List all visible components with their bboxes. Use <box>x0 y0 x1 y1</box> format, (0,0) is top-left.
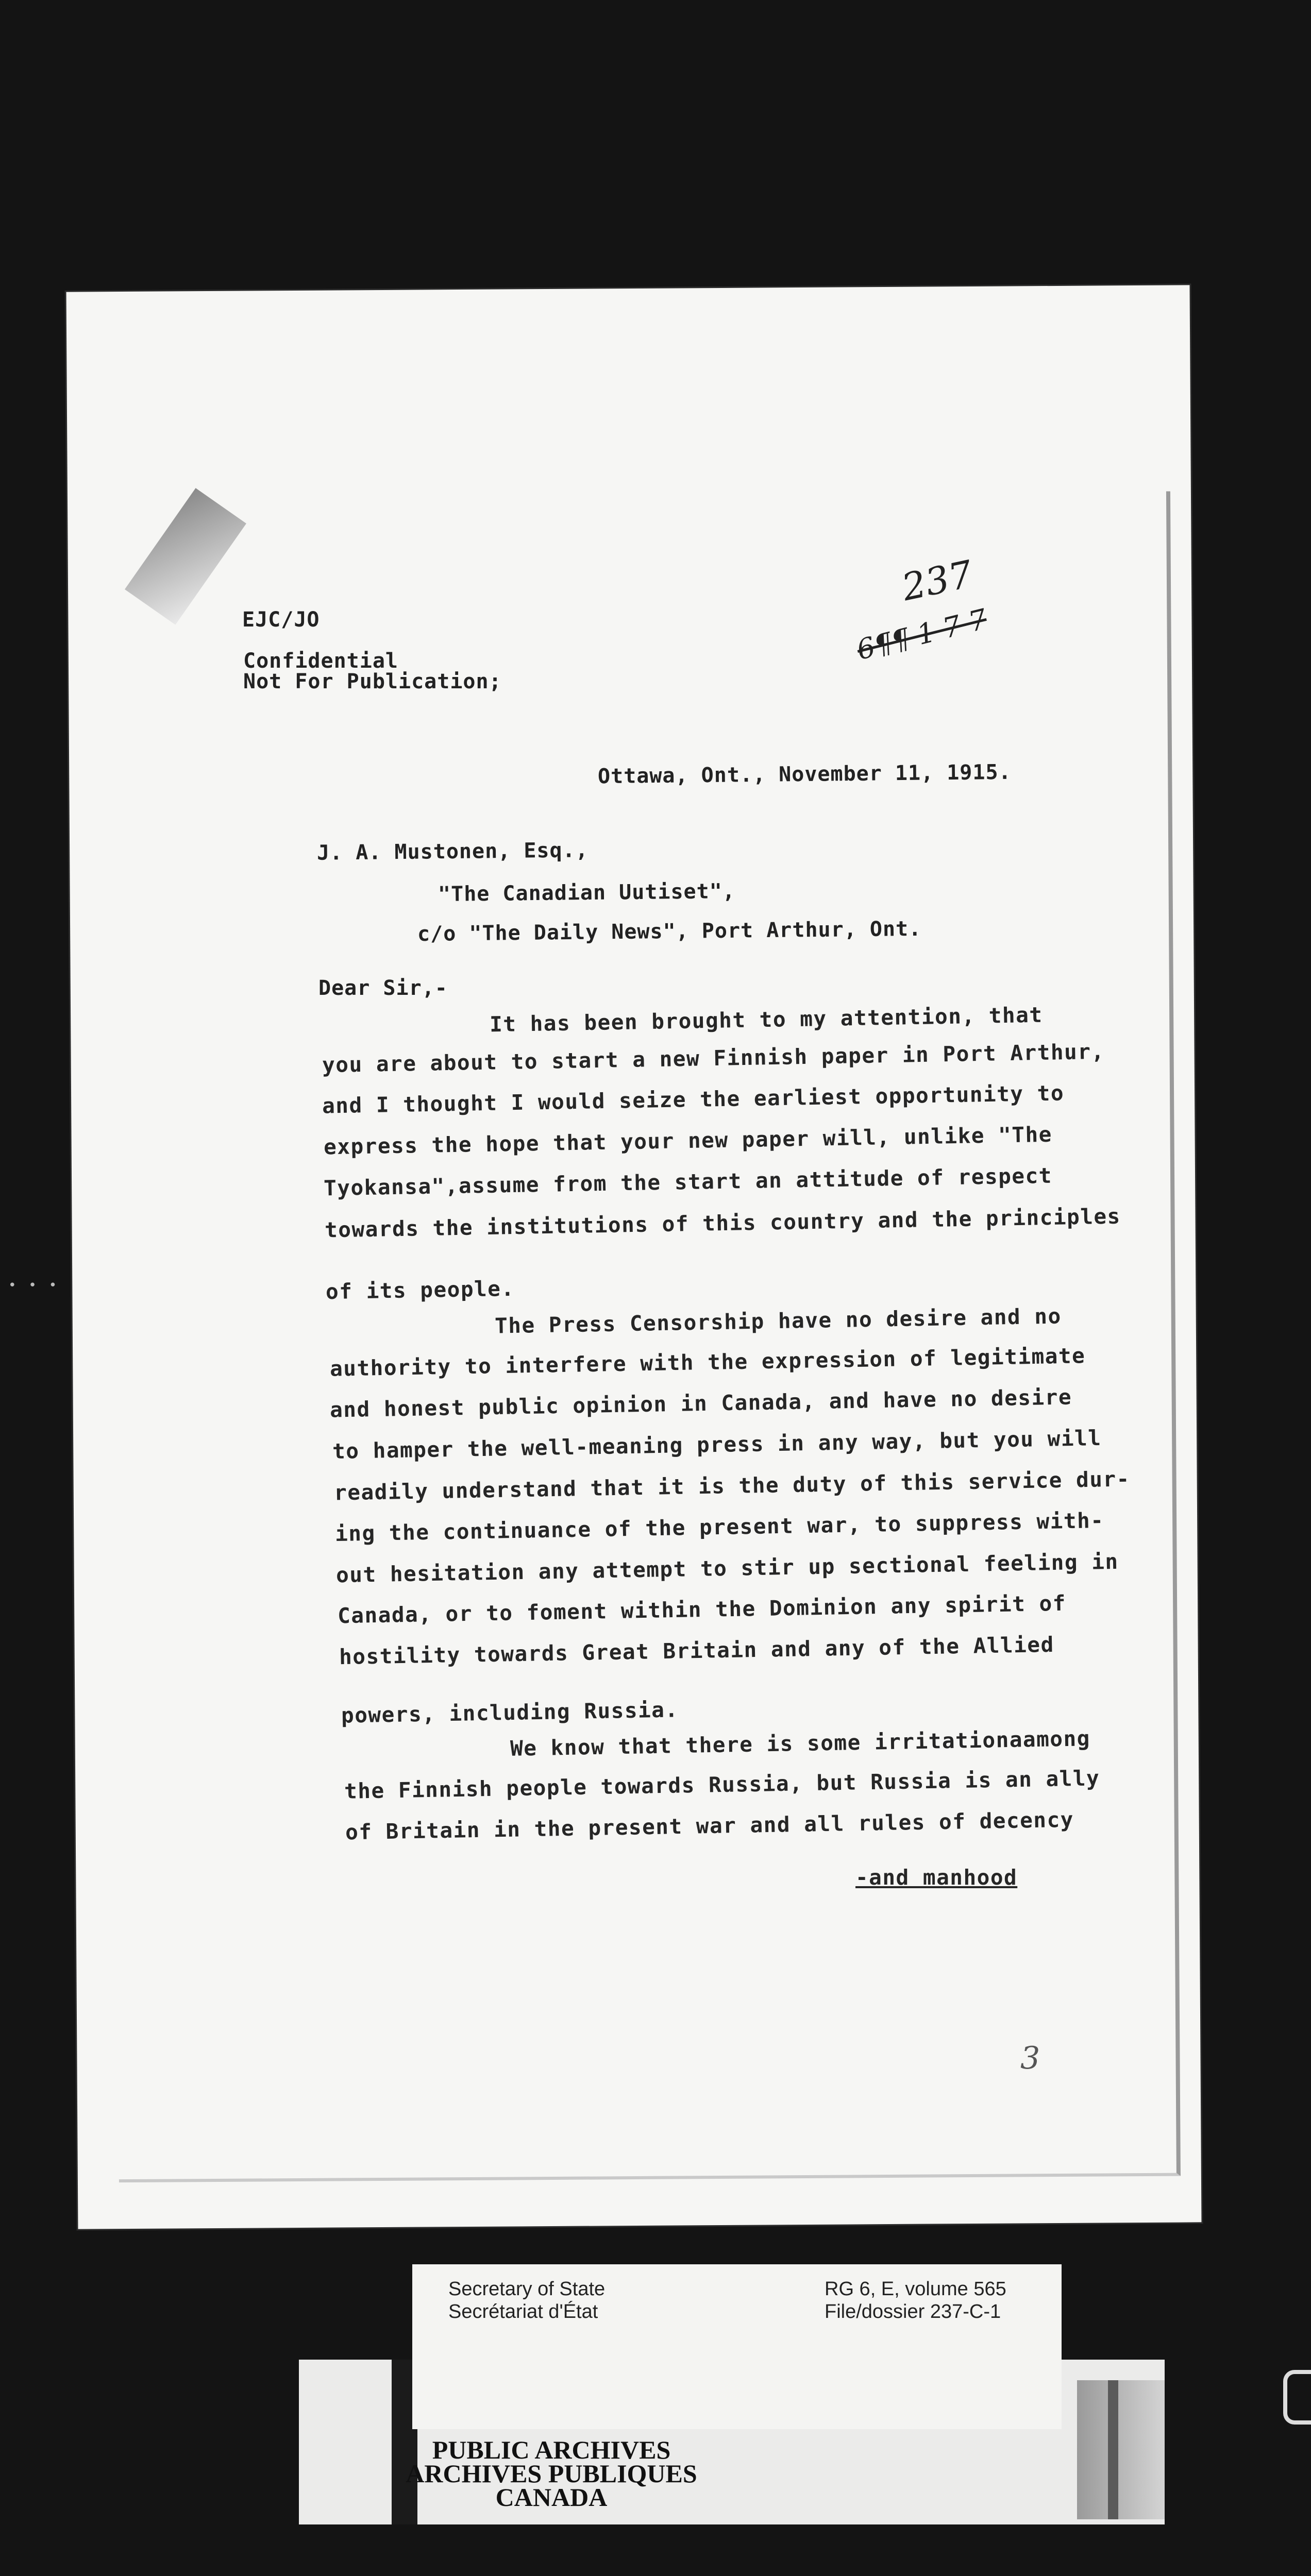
addressee-care-of: c/o "The Daily News", Port Arthur, Ont. <box>417 917 922 946</box>
body-line: We know that there is some irritationaamong <box>510 1726 1091 1761</box>
page-number-mark: 3 <box>1020 2040 1040 2076</box>
file-number-handwritten: 237 <box>898 552 977 609</box>
reference-block <box>825 2278 1006 2323</box>
body-line: out hesitation any attempt to stir up sectional feeling in <box>335 1549 1119 1588</box>
creator-french: Secrétariat d'État <box>448 2301 598 2323</box>
catchword: -and manhood <box>855 1865 1018 1890</box>
place-date: Ottawa, Ont., November 11, 1915. <box>597 760 1012 789</box>
archive-stamp <box>392 2435 1103 2512</box>
file-number-struck: 6¶¶ 1 7 7 <box>853 602 990 667</box>
body-line: towards the institutions of this country and the principles <box>324 1204 1121 1243</box>
body-line: authority to interfere with the expression of legitimate <box>329 1343 1086 1381</box>
not-for-publication-label: Not For Publication; <box>243 670 502 693</box>
stamp-line-3: CANADA <box>495 2483 608 2512</box>
archive-reference-label <box>412 2264 1062 2429</box>
body-line: ing the continuance of the present war, to suppress with- <box>334 1507 1104 1547</box>
body-line: express the hope that your new paper will, unlike "The <box>323 1122 1053 1160</box>
stamp-line-2: ARCHIVES PUBLIQUES <box>406 2459 697 2488</box>
body-line: the Finnish people towards Russia, but Russia is an ally <box>344 1766 1100 1804</box>
stamp-line-1: PUBLIC ARCHIVES <box>432 2435 671 2464</box>
body-line: The Press Censorship have no desire and no <box>494 1303 1062 1338</box>
body-line: and honest public opinion in Canada, and have no desire <box>329 1384 1072 1422</box>
salutation: Dear Sir,- <box>318 976 448 1000</box>
film-frame-mark <box>1283 2370 1311 2425</box>
body-line: powers, including Russia. <box>341 1697 679 1728</box>
body-line: Tyokansa",assume from the start an attitude of respect <box>323 1163 1053 1201</box>
confidential-label: Confidential <box>243 649 398 673</box>
reference-volume: RG 6, E, volume 565 <box>825 2278 1006 2300</box>
reference-file: File/dossier 237-C-1 <box>825 2301 1001 2323</box>
addressee-paper: "The Canadian Uutiset", <box>438 879 736 907</box>
creator-english: Secretary of State <box>448 2278 606 2300</box>
body-line: It has been brought to my attention, that <box>489 1002 1043 1037</box>
band-edge-right <box>1108 2380 1118 2519</box>
scan-edge-marks: • • • <box>8 1278 59 1293</box>
creator-block <box>448 2278 605 2323</box>
body-line: and I thought I would seize the earliest opportunity to <box>322 1080 1065 1118</box>
page-shadow-edge <box>109 492 1181 2183</box>
body-line: hostility towards Great Britain and any of the Allied <box>339 1632 1055 1670</box>
addressee-name: J. A. Mustonen, Esq., <box>316 838 589 865</box>
body-line: of Britain in the present war and all rules of decency <box>345 1807 1074 1845</box>
body-line: of its people. <box>325 1276 515 1304</box>
reference-code: EJC/JO <box>242 608 320 632</box>
letter-page <box>66 285 1202 2229</box>
body-line: you are about to start a new Finnish paper in Port Arthur, <box>322 1039 1105 1078</box>
body-line: to hamper the well-meaning press in any way, but you will <box>332 1425 1102 1464</box>
body-line: Canada, or to foment within the Dominion any spirit of <box>337 1590 1067 1629</box>
body-line: readily understand that it is the duty of this service dur- <box>333 1466 1131 1505</box>
